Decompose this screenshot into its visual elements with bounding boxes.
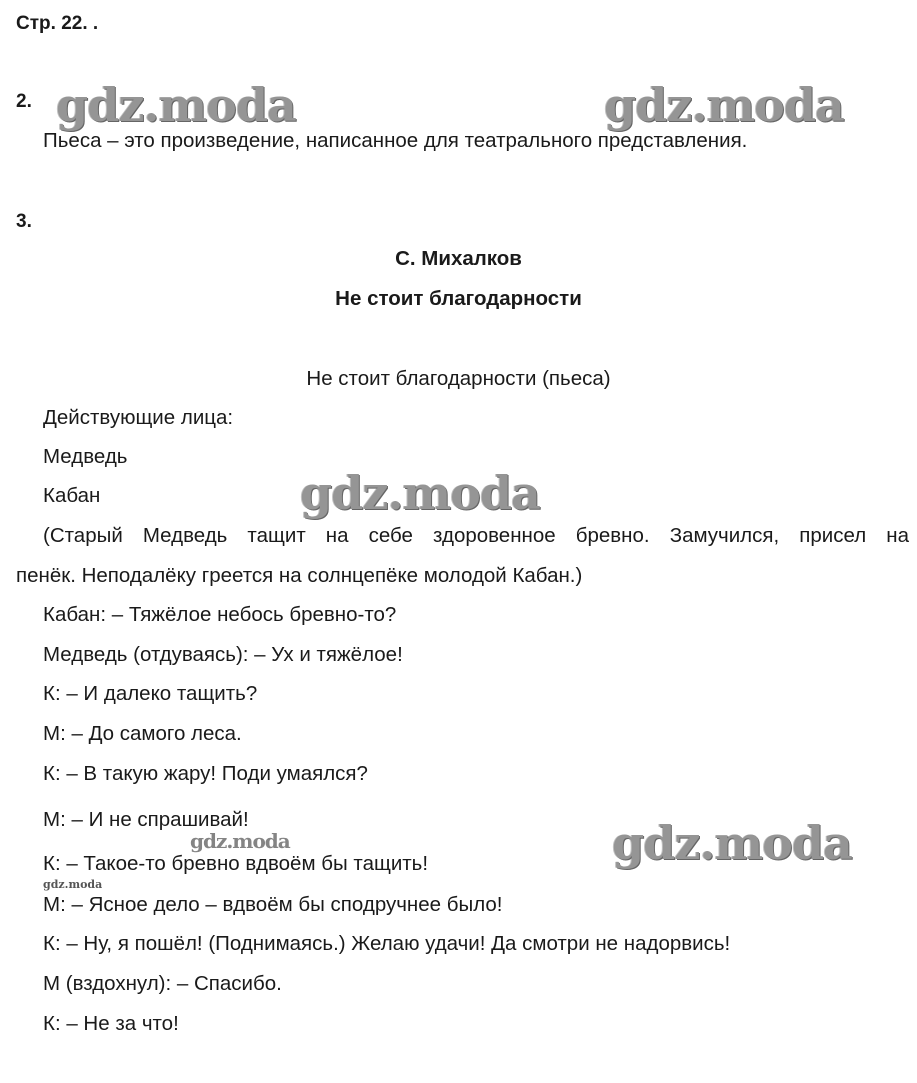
dialogue-line: М (вздохнул): – Спасибо. (43, 972, 282, 995)
watermark-logo: gdz.moda (604, 78, 844, 132)
dialogue-line: К: – И далеко тащить? (43, 682, 258, 705)
watermark-logo-medium: gdz.moda (190, 829, 290, 853)
dialogue-line: К: – Такое-то бревно вдвоём бы тащить! (43, 852, 429, 875)
watermark-logo: gdz.moda (612, 816, 852, 870)
page-header: Стр. 22. . (16, 13, 99, 34)
dialogue-line: М: – И не спрашивай! (43, 808, 249, 831)
author: С. Михалков (395, 247, 522, 270)
character-bear: Медведь (43, 445, 128, 468)
dialogue-line: Кабан: – Тяжёлое небось бревно-то? (43, 603, 397, 626)
work-title: Не стоит благодарности (335, 287, 582, 310)
task-3-number: 3. (16, 211, 32, 232)
stage-direction-line-1: (Старый Медведь тащит на себе здоровенное бревно. Замучился, присел на (43, 524, 909, 547)
task-2-number: 2. (16, 91, 32, 112)
play-subtitle: Не стоит благодарности (пьеса) (306, 367, 611, 390)
dialogue-line: К: – В такую жару! Поди умаялся? (43, 762, 368, 785)
watermark-logo-small: gdz.moda (43, 878, 103, 891)
character-boar: Кабан (43, 484, 101, 507)
characters-heading: Действующие лица: (43, 406, 234, 429)
dialogue-line: М: – Ясное дело – вдвоём бы сподручнее было! (43, 893, 503, 916)
dialogue-line: К: – Не за что! (43, 1012, 179, 1035)
watermark-logo: gdz.moda (56, 78, 296, 132)
stage-direction-line-2: пенёк. Неподалёку греется на солнцепёке молодой Кабан.) (16, 564, 583, 587)
dialogue-line: К: – Ну, я пошёл! (Поднимаясь.) Желаю удачи! Да смотри не надорвись! (43, 932, 731, 955)
watermark-logo: gdz.moda (300, 466, 540, 520)
dialogue-line: М: – До самого леса. (43, 722, 242, 745)
dialogue-line: Медведь (отдуваясь): – Ух и тяжёлое! (43, 643, 403, 666)
task-2-text: Пьеса – это произведение, написанное для театрального представления. (43, 129, 748, 152)
